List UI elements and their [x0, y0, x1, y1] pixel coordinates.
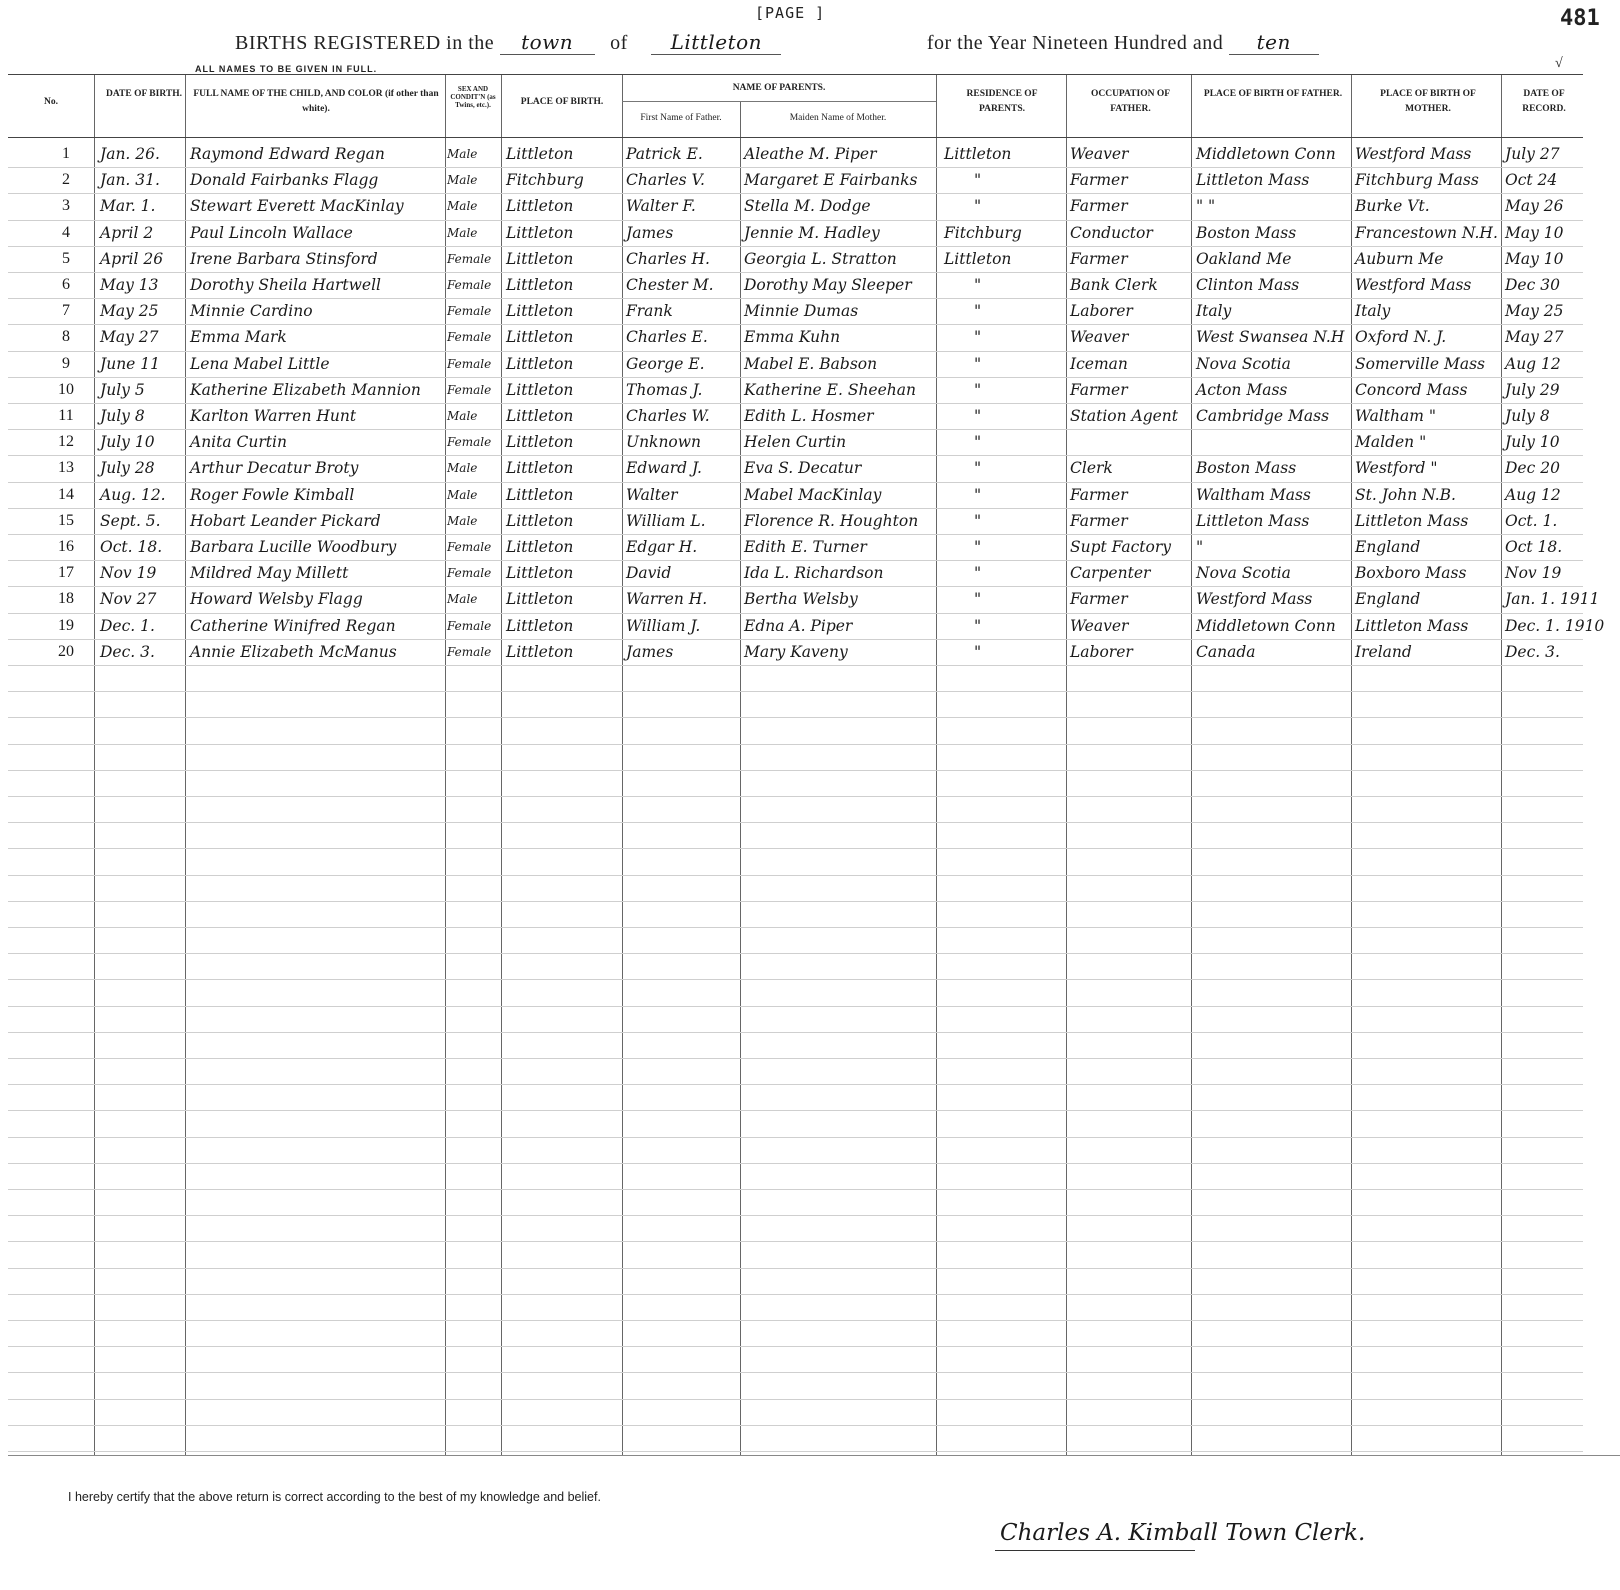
row-1-dob: Jan. 26. [100, 145, 160, 163]
row-8-no: 8 [62, 328, 70, 346]
col-header-place-of-birth: PLACE OF BIRTH. [520, 97, 604, 107]
row-7-residence: " [974, 302, 982, 321]
row-9-recorded: Aug 12 [1505, 354, 1561, 373]
row-10-mother-bp: Concord Mass [1355, 380, 1468, 399]
row-18-father-bp: Westford Mass [1196, 590, 1313, 609]
row-11-recorded: July 8 [1505, 407, 1550, 425]
row-20-mother: Mary Kaveny [744, 642, 848, 661]
row-4-place: Littleton [506, 223, 574, 242]
row-18-occupation: Farmer [1070, 590, 1128, 609]
row-14-residence: " [974, 485, 982, 504]
row-19-recorded: Dec. 1. 1910 [1505, 616, 1605, 635]
row-9-occupation: Iceman [1070, 354, 1128, 373]
row-18-father: Warren H. [626, 590, 708, 609]
row-9-mother-bp: Somerville Mass [1355, 354, 1485, 373]
row-3-father-bp: " " [1196, 197, 1216, 216]
row-2-name: Donald Fairbanks Flagg [190, 171, 379, 190]
row-18-place: Littleton [506, 590, 574, 609]
row-11-occupation: Station Agent [1070, 407, 1179, 425]
row-17-recorded: Nov 19 [1505, 564, 1562, 583]
row-14-father-bp: Waltham Mass [1196, 485, 1311, 504]
row-10-sex: Female [447, 382, 492, 397]
row-3-recorded: May 26 [1505, 197, 1564, 216]
row-17-father: David [626, 564, 672, 583]
row-14-dob: Aug. 12. [100, 485, 166, 504]
page-label: [PAGE ] [755, 4, 826, 22]
row-8-residence: " [974, 328, 982, 347]
row-3-occupation: Farmer [1070, 197, 1128, 216]
row-2-father-bp: Littleton Mass [1196, 171, 1310, 190]
row-17-place: Littleton [506, 564, 574, 583]
clerk-signature: Charles A. Kimball Town Clerk. [1000, 1520, 1366, 1546]
row-1-sex: Male [447, 147, 478, 161]
corner-check-mark: √ [1555, 56, 1563, 71]
row-7-occupation: Laborer [1070, 302, 1133, 321]
row-8-recorded: May 27 [1505, 328, 1564, 347]
row-15-dob: Sept. 5. [100, 511, 161, 530]
row-9-father-bp: Nova Scotia [1196, 354, 1291, 373]
row-3-no: 3 [62, 197, 70, 215]
row-13-father-bp: Boston Mass [1196, 459, 1297, 478]
row-11-mother-bp: Waltham " [1355, 407, 1436, 425]
row-20-dob: Dec. 3. [100, 642, 155, 661]
row-11-father: Charles W. [626, 407, 710, 425]
year-suffix: ten [1229, 30, 1319, 55]
row-16-occupation: Supt Factory [1070, 538, 1172, 556]
row-19-dob: Dec. 1. [100, 616, 155, 635]
row-12-sex: Female [447, 435, 492, 450]
row-11-dob: July 8 [100, 407, 145, 425]
col-header-residence: RESIDENCE OF PARENTS. [966, 89, 1038, 114]
row-19-mother-bp: Littleton Mass [1355, 616, 1469, 635]
row-15-place: Littleton [506, 511, 574, 530]
col-header-father-birthplace: PLACE OF BIRTH OF FATHER. [1203, 89, 1343, 99]
row-15-name: Hobart Leander Pickard [190, 511, 381, 530]
row-6-no: 6 [62, 276, 70, 293]
row-8-occupation: Weaver [1070, 328, 1129, 347]
row-4-sex: Male [447, 225, 478, 240]
row-10-occupation: Farmer [1070, 380, 1128, 399]
row-7-mother: Minnie Dumas [744, 302, 859, 321]
row-1-place: Littleton [506, 145, 574, 163]
row-12-dob: July 10 [100, 433, 155, 452]
row-2-occupation: Farmer [1070, 171, 1128, 190]
row-7-no: 7 [62, 302, 70, 320]
row-8-mother-bp: Oxford N. J. [1355, 328, 1447, 347]
row-15-residence: " [974, 511, 982, 530]
col-header-name-of-parents: NAME OF PARENTS. [732, 83, 826, 93]
row-13-father: Edward J. [626, 459, 702, 478]
row-17-mother-bp: Boxboro Mass [1355, 564, 1467, 583]
row-5-place: Littleton [506, 249, 574, 268]
row-1-name: Raymond Edward Regan [190, 145, 385, 163]
row-1-mother-bp: Westford Mass [1355, 145, 1472, 163]
row-2-no: 2 [62, 171, 70, 189]
row-12-mother-bp: Malden " [1355, 433, 1427, 452]
row-8-father-bp: West Swansea N.H [1196, 328, 1345, 347]
title-prefix: BIRTHS REGISTERED in the [235, 32, 495, 54]
row-16-dob: Oct. 18. [100, 538, 163, 556]
row-13-sex: Male [447, 461, 478, 476]
row-6-occupation: Bank Clerk [1070, 276, 1158, 294]
row-9-residence: " [974, 354, 982, 373]
row-17-name: Mildred May Millett [190, 564, 349, 583]
row-15-recorded: Oct. 1. [1505, 511, 1558, 530]
row-6-sex: Female [447, 278, 492, 292]
row-5-no: 5 [62, 249, 70, 267]
row-2-residence: " [974, 171, 982, 190]
col-header-sex: SEX AND CONDIT'N (as Twins, etc.). [450, 85, 496, 109]
row-10-father-bp: Acton Mass [1196, 380, 1288, 399]
row-5-sex: Female [447, 251, 492, 266]
row-2-father: Charles V. [626, 171, 705, 190]
row-9-no: 9 [62, 354, 70, 372]
row-16-residence: " [974, 538, 982, 556]
row-20-place: Littleton [506, 642, 574, 661]
row-7-sex: Female [447, 304, 492, 319]
row-12-recorded: July 10 [1505, 433, 1560, 452]
row-12-residence: " [974, 433, 982, 452]
row-19-residence: " [974, 616, 982, 635]
row-14-occupation: Farmer [1070, 485, 1128, 504]
row-9-name: Lena Mabel Little [190, 354, 330, 373]
row-7-mother-bp: Italy [1355, 302, 1391, 321]
row-4-recorded: May 10 [1505, 223, 1564, 242]
row-13-occupation: Clerk [1070, 459, 1113, 478]
col-header-mother-birthplace: PLACE OF BIRTH OF MOTHER. [1380, 89, 1476, 114]
row-3-mother-bp: Burke Vt. [1355, 197, 1430, 216]
row-16-father-bp: " [1196, 538, 1204, 556]
signature-line [995, 1550, 1195, 1551]
of-label: of [610, 32, 628, 54]
row-7-recorded: May 25 [1505, 302, 1564, 321]
row-7-name: Minnie Cardino [190, 302, 313, 321]
row-6-recorded: Dec 30 [1505, 276, 1560, 294]
row-13-mother: Eva S. Decatur [744, 459, 862, 478]
row-6-mother: Dorothy May Sleeper [744, 276, 912, 294]
row-19-no: 19 [58, 616, 74, 634]
row-5-occupation: Farmer [1070, 249, 1128, 268]
col-header-occupation: OCCUPATION OF FATHER. [1090, 89, 1171, 114]
row-10-place: Littleton [506, 380, 574, 399]
row-7-place: Littleton [506, 302, 574, 321]
row-20-name: Annie Elizabeth McManus [190, 642, 397, 661]
row-15-mother: Florence R. Houghton [744, 511, 919, 530]
row-6-mother-bp: Westford Mass [1355, 276, 1472, 294]
row-19-sex: Female [447, 618, 492, 633]
row-20-mother-bp: Ireland [1355, 642, 1412, 661]
row-4-father-bp: Boston Mass [1196, 223, 1297, 242]
row-4-occupation: Conductor [1070, 223, 1153, 242]
row-2-sex: Male [447, 173, 478, 188]
col-header-no: No. [44, 97, 58, 107]
row-17-sex: Female [447, 566, 492, 581]
row-16-no: 16 [58, 538, 74, 555]
row-16-name: Barbara Lucille Woodbury [190, 538, 397, 556]
row-15-father: William L. [626, 511, 706, 530]
row-2-mother-bp: Fitchburg Mass [1355, 171, 1479, 190]
row-15-no: 15 [58, 511, 74, 529]
row-4-father: James [626, 223, 674, 242]
row-6-father: Chester M. [626, 276, 714, 294]
row-13-name: Arthur Decatur Broty [190, 459, 359, 478]
row-3-father: Walter F. [626, 197, 696, 216]
row-8-father: Charles E. [626, 328, 708, 347]
row-1-no: 1 [62, 145, 70, 162]
row-1-occupation: Weaver [1070, 145, 1129, 163]
row-19-occupation: Weaver [1070, 616, 1129, 635]
row-14-mother: Mabel MacKinlay [744, 485, 882, 504]
row-6-residence: " [974, 276, 982, 294]
row-19-place: Littleton [506, 616, 574, 635]
row-9-father: George E. [626, 354, 705, 373]
row-20-sex: Female [447, 644, 492, 659]
row-1-mother: Aleathe M. Piper [744, 145, 877, 163]
row-6-father-bp: Clinton Mass [1196, 276, 1300, 294]
row-2-place: Fitchburg [506, 171, 584, 190]
row-5-name: Irene Barbara Stinsford [190, 249, 378, 268]
row-10-no: 10 [58, 380, 74, 398]
row-14-sex: Male [447, 487, 478, 502]
row-19-father-bp: Middletown Conn [1196, 616, 1336, 635]
names-note: ALL NAMES TO BE GIVEN IN FULL. [195, 64, 378, 74]
row-12-name: Anita Curtin [190, 433, 287, 452]
row-17-dob: Nov 19 [100, 564, 157, 583]
row-18-recorded: Jan. 1. 1911 [1505, 590, 1600, 609]
row-14-father: Walter [626, 485, 678, 504]
row-16-father: Edgar H. [626, 538, 698, 556]
row-5-father-bp: Oakland Me [1196, 249, 1292, 268]
row-8-place: Littleton [506, 328, 574, 347]
row-20-father: James [626, 642, 674, 661]
year-prefix: for the Year Nineteen Hundred and [926, 32, 1224, 54]
col-header-date-of-birth: DATE OF BIRTH. [106, 89, 182, 99]
row-5-dob: April 26 [100, 249, 164, 268]
row-8-name: Emma Mark [190, 328, 287, 347]
row-15-occupation: Farmer [1070, 511, 1128, 530]
row-17-residence: " [974, 564, 982, 583]
row-13-place: Littleton [506, 459, 574, 478]
row-4-mother-bp: Francestown N.H. [1355, 223, 1498, 242]
row-8-mother: Emma Kuhn [744, 328, 841, 347]
row-10-dob: July 5 [100, 380, 145, 399]
document-title [235, 30, 1319, 55]
row-10-residence: " [974, 380, 982, 399]
row-13-recorded: Dec 20 [1505, 459, 1560, 478]
row-10-father: Thomas J. [626, 380, 703, 399]
row-1-father: Patrick E. [626, 145, 703, 163]
row-11-residence: " [974, 407, 982, 425]
row-11-mother: Edith L. Hosmer [744, 407, 874, 425]
certification-statement: I hereby certify that the above return is correct according to the best of my knowledge and belief. [68, 1490, 601, 1504]
row-16-mother-bp: England [1355, 538, 1421, 556]
municipality-name: Littleton [651, 30, 781, 55]
row-8-dob: May 27 [100, 328, 159, 347]
row-4-dob: April 2 [100, 223, 154, 242]
row-5-father: Charles H. [626, 249, 710, 268]
row-18-dob: Nov 27 [100, 590, 157, 609]
row-13-dob: July 28 [100, 459, 155, 478]
row-17-occupation: Carpenter [1070, 564, 1151, 583]
row-18-sex: Male [447, 592, 478, 607]
row-3-place: Littleton [506, 197, 574, 216]
col-header-father-first-name: First Name of Father. [640, 113, 722, 123]
row-5-mother: Georgia L. Stratton [744, 249, 897, 268]
row-20-no: 20 [58, 642, 74, 660]
row-4-residence: Fitchburg [944, 223, 1022, 242]
row-2-mother: Margaret E Fairbanks [744, 171, 918, 190]
row-3-dob: Mar. 1. [100, 197, 156, 216]
row-14-no: 14 [58, 485, 74, 503]
row-3-name: Stewart Everett MacKinlay [190, 197, 404, 216]
row-8-sex: Female [447, 330, 492, 345]
row-5-residence: Littleton [944, 249, 1012, 268]
row-11-name: Karlton Warren Hunt [190, 407, 357, 425]
row-16-sex: Female [447, 540, 492, 554]
row-1-father-bp: Middletown Conn [1196, 145, 1336, 163]
row-11-sex: Male [447, 409, 478, 423]
row-7-father-bp: Italy [1196, 302, 1232, 321]
row-10-name: Katherine Elizabeth Mannion [190, 380, 421, 399]
row-4-name: Paul Lincoln Wallace [190, 223, 353, 242]
row-2-dob: Jan. 31. [100, 171, 160, 190]
row-9-dob: June 11 [100, 354, 161, 373]
row-18-name: Howard Welsby Flagg [190, 590, 363, 609]
row-11-place: Littleton [506, 407, 574, 425]
row-9-mother: Mabel E. Babson [744, 354, 878, 373]
row-3-sex: Male [447, 199, 478, 214]
row-17-no: 17 [58, 564, 74, 582]
row-3-mother: Stella M. Dodge [744, 197, 871, 216]
row-9-sex: Female [447, 356, 492, 371]
row-18-mother-bp: England [1355, 590, 1421, 609]
row-2-recorded: Oct 24 [1505, 171, 1558, 190]
row-12-place: Littleton [506, 433, 574, 452]
row-14-place: Littleton [506, 485, 574, 504]
col-header-mother-maiden-name: Maiden Name of Mother. [789, 113, 887, 123]
row-16-place: Littleton [506, 538, 574, 556]
row-1-recorded: July 27 [1505, 145, 1560, 163]
row-4-no: 4 [62, 223, 70, 241]
row-6-place: Littleton [506, 276, 574, 294]
row-20-occupation: Laborer [1070, 642, 1133, 661]
row-3-residence: " [974, 197, 982, 216]
row-5-recorded: May 10 [1505, 249, 1564, 268]
row-17-mother: Ida L. Richardson [744, 564, 884, 583]
row-14-name: Roger Fowle Kimball [190, 485, 355, 504]
row-16-recorded: Oct 18. [1505, 538, 1563, 556]
row-19-name: Catherine Winifred Regan [190, 616, 396, 635]
row-16-mother: Edith E. Turner [744, 538, 867, 556]
row-15-sex: Male [447, 513, 478, 528]
row-11-no: 11 [58, 407, 74, 424]
row-14-mother-bp: St. John N.B. [1355, 485, 1456, 504]
row-15-mother-bp: Littleton Mass [1355, 511, 1469, 530]
row-20-residence: " [974, 642, 982, 661]
col-header-date-of-record: DATE OF RECORD. [1522, 89, 1566, 114]
col-header-full-name: FULL NAME OF THE CHILD, AND COLOR (if other than white). [193, 89, 439, 114]
row-4-mother: Jennie M. Hadley [744, 223, 880, 242]
row-7-father: Frank [626, 302, 673, 321]
row-17-father-bp: Nova Scotia [1196, 564, 1291, 583]
row-20-recorded: Dec. 3. [1505, 642, 1560, 661]
row-7-dob: May 25 [100, 302, 159, 321]
register-table [8, 74, 1605, 1455]
row-12-mother: Helen Curtin [744, 433, 847, 452]
row-13-no: 13 [58, 459, 74, 477]
row-12-no: 12 [58, 433, 74, 451]
row-10-mother: Katherine E. Sheehan [744, 380, 916, 399]
row-1-residence: Littleton [944, 145, 1012, 163]
page-number: 481 [1560, 6, 1600, 31]
row-12-father: Unknown [626, 433, 702, 452]
row-10-recorded: July 29 [1505, 380, 1560, 399]
row-13-mother-bp: Westford " [1355, 459, 1438, 478]
row-18-no: 18 [58, 590, 74, 608]
row-13-residence: " [974, 459, 982, 478]
row-6-dob: May 13 [100, 276, 159, 294]
footer-divider [8, 1455, 1620, 1456]
row-20-father-bp: Canada [1196, 642, 1256, 661]
row-5-mother-bp: Auburn Me [1355, 249, 1444, 268]
row-12-father-bp [1196, 429, 1349, 455]
municipality-type: town [500, 30, 595, 55]
row-12-occupation [1070, 429, 1190, 455]
row-14-recorded: Aug 12 [1505, 485, 1561, 504]
row-9-place: Littleton [506, 354, 574, 373]
row-15-father-bp: Littleton Mass [1196, 511, 1310, 530]
row-6-name: Dorothy Sheila Hartwell [190, 276, 382, 294]
row-18-residence: " [974, 590, 982, 609]
row-19-father: William J. [626, 616, 701, 635]
row-18-mother: Bertha Welsby [744, 590, 858, 609]
row-19-mother: Edna A. Piper [744, 616, 853, 635]
row-11-father-bp: Cambridge Mass [1196, 407, 1330, 425]
